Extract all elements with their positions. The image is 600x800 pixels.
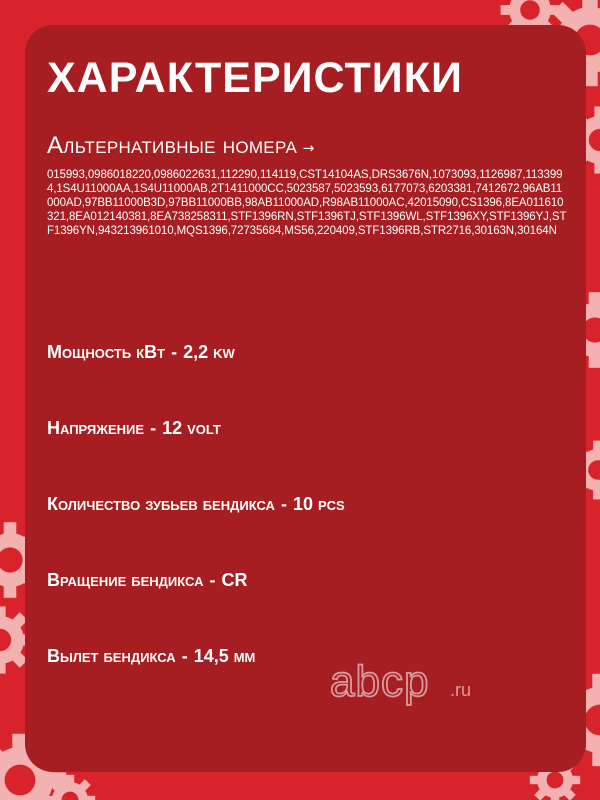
spec-value: 12 volt [162,418,221,438]
spec-row-rotation [47,570,562,646]
spec-value: CR [221,570,248,590]
specs-card [25,25,586,772]
spec-separator: - [181,646,188,666]
alternative-numbers-heading [47,134,564,158]
spec-label: Количество зубьев бендикса [47,494,275,514]
spec-separator: - [280,494,287,514]
abcp-logo [330,654,500,714]
spec-separator: - [209,570,216,590]
alternative-numbers-list: 015993,0986018220,0986022631,112290,114119,CST14104AS,DRS3676N,1073093,1126987,1133994,1S4U11000AA,1S4U11000AB,2T1411000CC,5023587,5023593,6177073,6203381,7412672,96AB11000AD,97BB11000B3D,97BB11000BB,98AB11000AD,R98AB11000AC,42015090,CS1396,8EA011610321,8EA012140381,8EA738258311,STF1396RN,STF1396TJ,STF1396WL,STF1396XY,STF1396YJ,STF1396YN,943213961010,MQS1396,72735684,MS56,220409,STF1396RB,STR2716,30163N,30164N [47,169,567,237]
arrow-down-right-icon: ↗ [299,138,320,158]
spec-row-power [47,342,562,418]
spec-separator: - [150,418,157,438]
spec-label: Мощность кВт [47,342,166,362]
spec-value: 2,2 kw [183,342,235,362]
spec-value: 10 pcs [292,494,345,514]
spec-separator: - [171,342,178,362]
spec-row-voltage [47,418,562,494]
alternative-heading-text: Альтернативные номера [47,132,298,159]
spec-value: 14,5 мм [193,646,256,666]
svg-text:abcp: abcp [330,657,430,706]
spec-label: Вылет бендикса [47,646,176,666]
spec-label: Вращение бендикса [47,570,204,590]
spec-row-teeth [47,494,562,570]
svg-text:.ru: .ru [450,680,472,700]
page-title: ХАРАКТЕРИСТИКИ [47,54,463,102]
spec-label: Напряжение [47,418,145,438]
